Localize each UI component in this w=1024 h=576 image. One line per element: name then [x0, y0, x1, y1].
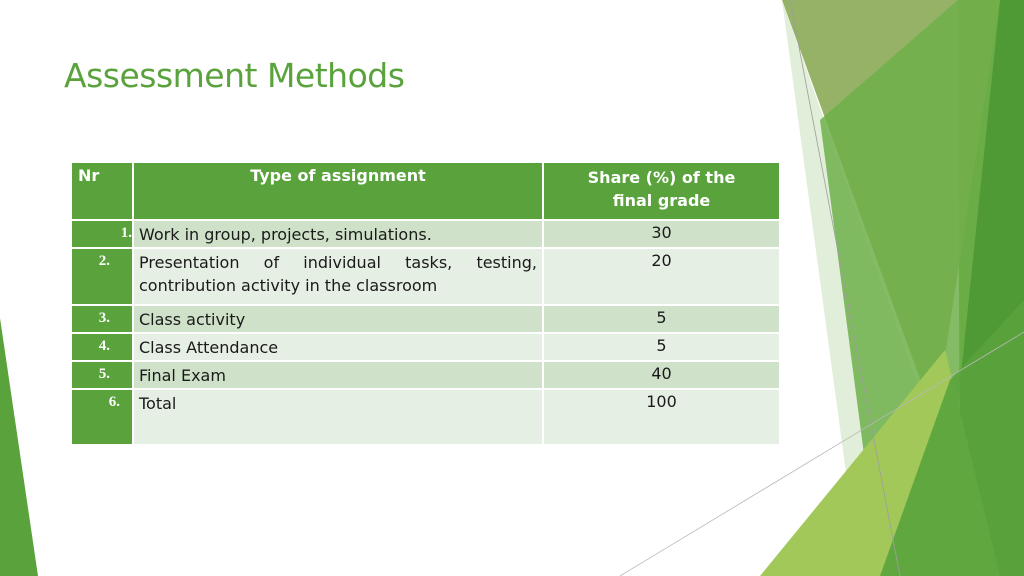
- row-number: 2.: [71, 248, 133, 305]
- row-number: 1.: [71, 220, 133, 248]
- grade-share: 20: [543, 248, 780, 305]
- header-share-line2: final grade: [612, 191, 711, 210]
- row-number: 4.: [71, 333, 133, 361]
- table-row: [71, 305, 780, 333]
- table-row: [71, 333, 780, 361]
- table-row: [71, 248, 780, 305]
- row-number: 6.: [71, 389, 133, 445]
- grade-share: 100: [543, 389, 780, 445]
- header-share-line1: Share (%) of the: [587, 168, 736, 187]
- assignment-type: Presentation of individual tasks, testing, contribution activity in the classroom: [133, 248, 543, 305]
- grade-share: 5: [543, 305, 780, 333]
- table-row: [71, 220, 780, 248]
- grade-share: 40: [543, 361, 780, 389]
- assessment-table: [70, 161, 781, 446]
- table-header-row: [71, 162, 780, 220]
- table-row: [71, 361, 780, 389]
- header-share: [543, 162, 780, 220]
- grade-share: 30: [543, 220, 780, 248]
- assignment-type: Work in group, projects, simulations.: [133, 220, 543, 248]
- table-row: [71, 389, 780, 445]
- header-type: Type of assignment: [133, 162, 543, 220]
- assignment-type: Class activity: [133, 305, 543, 333]
- grade-share: 5: [543, 333, 780, 361]
- assignment-type: Class Attendance: [133, 333, 543, 361]
- row-number: 5.: [71, 361, 133, 389]
- assignment-type: Final Exam: [133, 361, 543, 389]
- header-nr: Nr: [71, 162, 133, 220]
- assignment-type: Total: [133, 389, 543, 445]
- row-number: 3.: [71, 305, 133, 333]
- left-green-shape: [0, 318, 38, 576]
- slide-title: Assessment Methods: [64, 56, 405, 95]
